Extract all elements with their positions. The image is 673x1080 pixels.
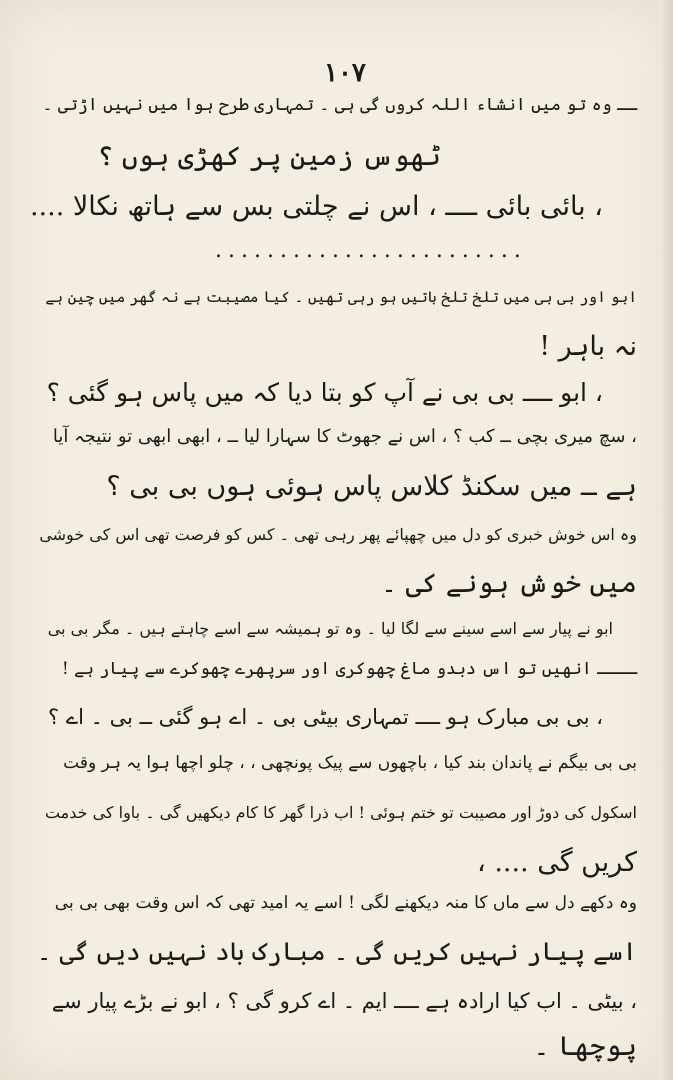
text-line-3: ، بائی بائی ــــ ، اس نے چلتی بس سے ہاتھ نکالا .... xyxy=(29,191,603,222)
text-line-19: ، بیٹی ۔ اب کیا ارادہ ہے ــــ ایم ۔ اے کرو گی ؟ ، ابو نے بڑے پیار سے xyxy=(51,989,637,1013)
text-line-17: وہ دکھے دل سے ماں کا منہ دیکھنے لگی ! اسے یہ امید تھی کہ اس وقت بھی بی بی xyxy=(54,893,637,913)
text-line-9: وہ اس خوش خبری کو دل میں چھپائے پھر رہی تھی ۔ کس کو فرصت تھی اس کی خوشی xyxy=(39,525,637,544)
text-line-4: ابو اور بی بی میں تلخ تلخ باتیں ہو رہی تھیں ۔ کیا مصیبت ہے نہ گھر میں چین ہے xyxy=(45,288,637,306)
page-number: ۱۰۷ xyxy=(324,58,366,88)
page-edge xyxy=(659,0,673,1080)
text-line-10: میں خوش ہونے کی ۔ xyxy=(381,568,637,599)
text-line-14: بی بی بیگم نے پاندان بند کیا ، باچھوں سے پیک پونچھی ، ، چلو اچھا ہوا یہ ہر وقت xyxy=(63,753,637,773)
text-line-1: ــ وہ تو میں انشاء اللہ کروں گی ہی ۔ تمہاری طرح ہوا میں نہیں اڑتی ۔ xyxy=(42,95,637,115)
text-line-6: ، ابو ــــ بی بی نے آپ کو بتا دیا کہ میں پاس ہو گئی ؟ xyxy=(46,378,603,407)
text-line-15: اسکول کی دوڑ اور مصیبت تو ختم ہوئی ! اب ذرا گھر کا کام دیکھیں گی ۔ باوا کی خدمت xyxy=(44,803,637,822)
text-line-5: نہ باہر ! xyxy=(539,331,637,362)
text-line-18: اسے پیار نہیں کریں گی ۔ مبارک باد نہیں دیں گی ۔ xyxy=(36,937,637,966)
text-line-13: ، بی بی مبارک ہو ــــ تمہاری بیٹی بی ۔ اے ہو گئی ــ بی ۔ اے ؟ xyxy=(48,705,603,729)
text-line-8: ہے ــ میں سکنڈ کلاس پاس ہوئی ہوں بی بی ؟ xyxy=(106,471,637,502)
text-line-7: ، سچ میری بچی ــ کب ؟ ، اس نے جھوٹ کا سہارا لیا ــ ، ابھی ابھی تو نتیجہ آیا xyxy=(52,426,637,447)
text-line-11: ابو نے پیار سے اسے سینے سے لگا لیا ۔ وہ تو ہمیشہ سے اسے چاہتے ہیں ۔ مگر بی بی xyxy=(47,619,613,638)
text-line-12: ــــ انھیں تو اس دبدو ماغ چھوکری اور سرپھرے چھوکرے سے پیار ہے ! xyxy=(61,659,637,679)
text-line-20: پوچھا ۔ xyxy=(533,1031,637,1062)
text-line-16: کریں گی .... ، xyxy=(477,847,637,878)
text-line-2: ٹھوس زمین پر کھڑی ہوں ؟ xyxy=(97,141,441,172)
section-separator: ........................ xyxy=(215,238,527,263)
